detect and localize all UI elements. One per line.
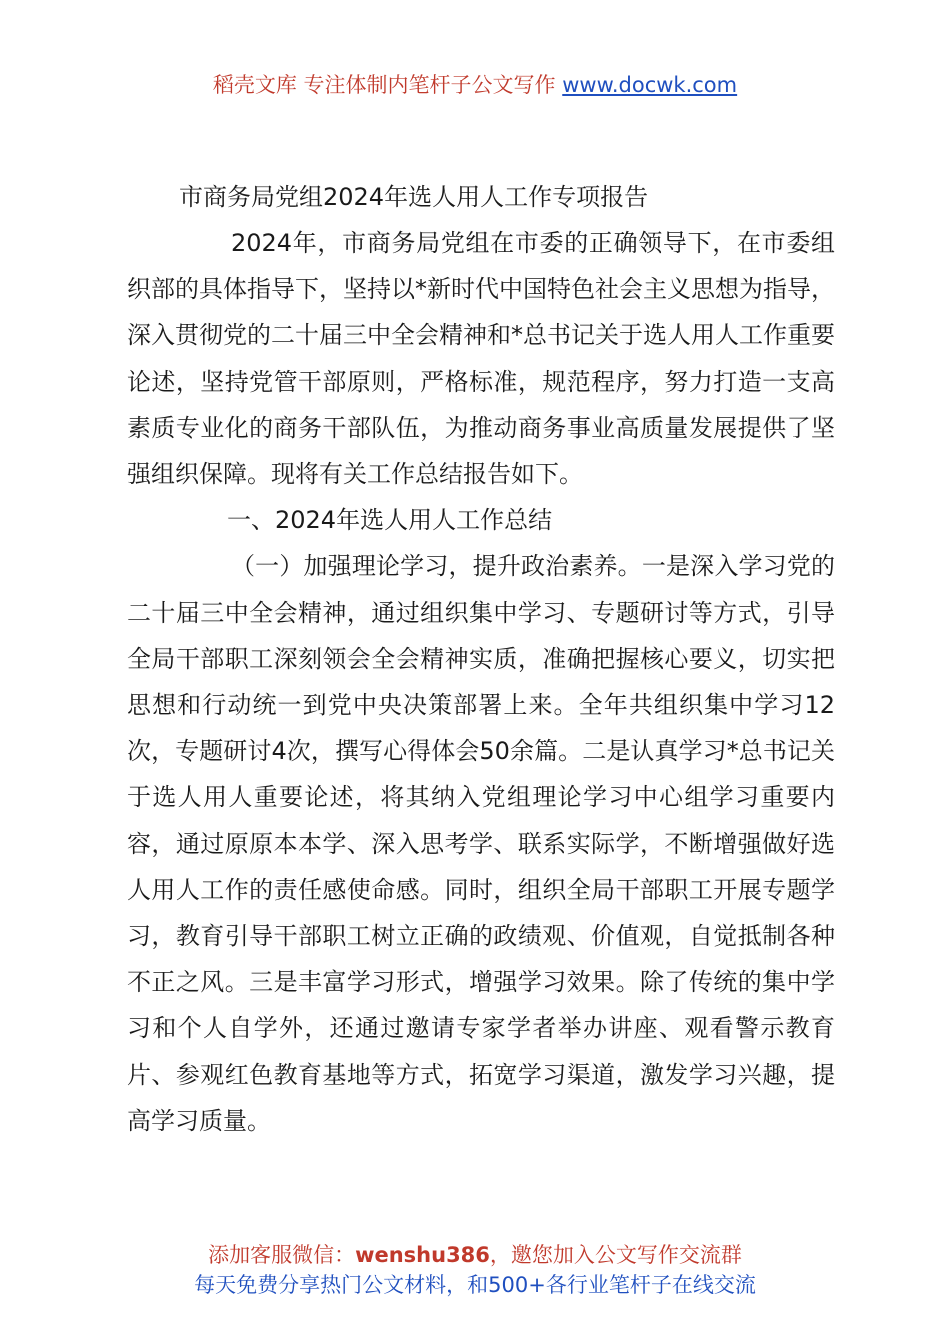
document-title: 市商务局党组2024年选人用人工作专项报告 [179, 183, 649, 211]
wechat-id: wenshu386 [355, 1243, 490, 1267]
footer-line-1 [0, 1240, 950, 1270]
footer-line-2: 每天免费分享热门公文材料，和500+各行业笔杆子在线交流 [194, 1273, 756, 1297]
section-heading: 一、2024年选人用人工作总结 [227, 506, 553, 535]
brand-tagline: 稻壳文库 专注体制内笔杆子公文写作 [212, 73, 556, 97]
footer-suffix: ，邀您加入公文写作交流群 [489, 1243, 742, 1267]
page-header [0, 70, 950, 100]
document-body [127, 174, 835, 1144]
section-paragraph: （一）加强理论学习，提升政治素养。一是深入学习党的二十届三中全会精神，通过组织集中学习、专题研讨等方式，引导全局干部职工深刻领会全会精神实质，准确把握核心要义，切实把思想和行动统一到党中央决策部署上来。全年共组织集中学习12次，专题研讨4次，撰写心得体会50余篇。二是认真学习*总书记关于选人用人重要论述，将其纳入党组理论学习中心组学习重要内容，通过原原本本学、深入思考学、联系实际学，不断增强做好选人用人工作的责任感使命感。同时，组织全局干部职工开展专题学习，教育引导干部职工树立正确的政绩观、价值观，自觉抵制各种不正之风。三是丰富学习形式，增强学习效果。除了传统的集中学习和个人自学外，还通过邀请专家学者举办讲座、观看警示教育片、参观红色教育基地等方式，拓宽学习渠道，激发学习兴趣，提高学习质量。 [127, 552, 835, 1135]
intro-paragraph: 2024年，市商务局党组在市委的正确领导下，在市委组织部的具体指导下，坚持以*新时代中国特色社会主义思想为指导，深入贯彻党的二十届三中全会精神和*总书记关于选人用人工作重要论述，坚持党管干部原则，严格标准，规范程序，努力打造一支高素质专业化的商务干部队伍，为推动商务事业高质量发展提供了坚强组织保障。现将有关工作总结报告如下。 [127, 229, 835, 489]
site-link[interactable]: www.docwk.com [562, 73, 738, 97]
page-footer [0, 1240, 950, 1300]
footer-prefix: 添加客服微信： [208, 1243, 356, 1267]
